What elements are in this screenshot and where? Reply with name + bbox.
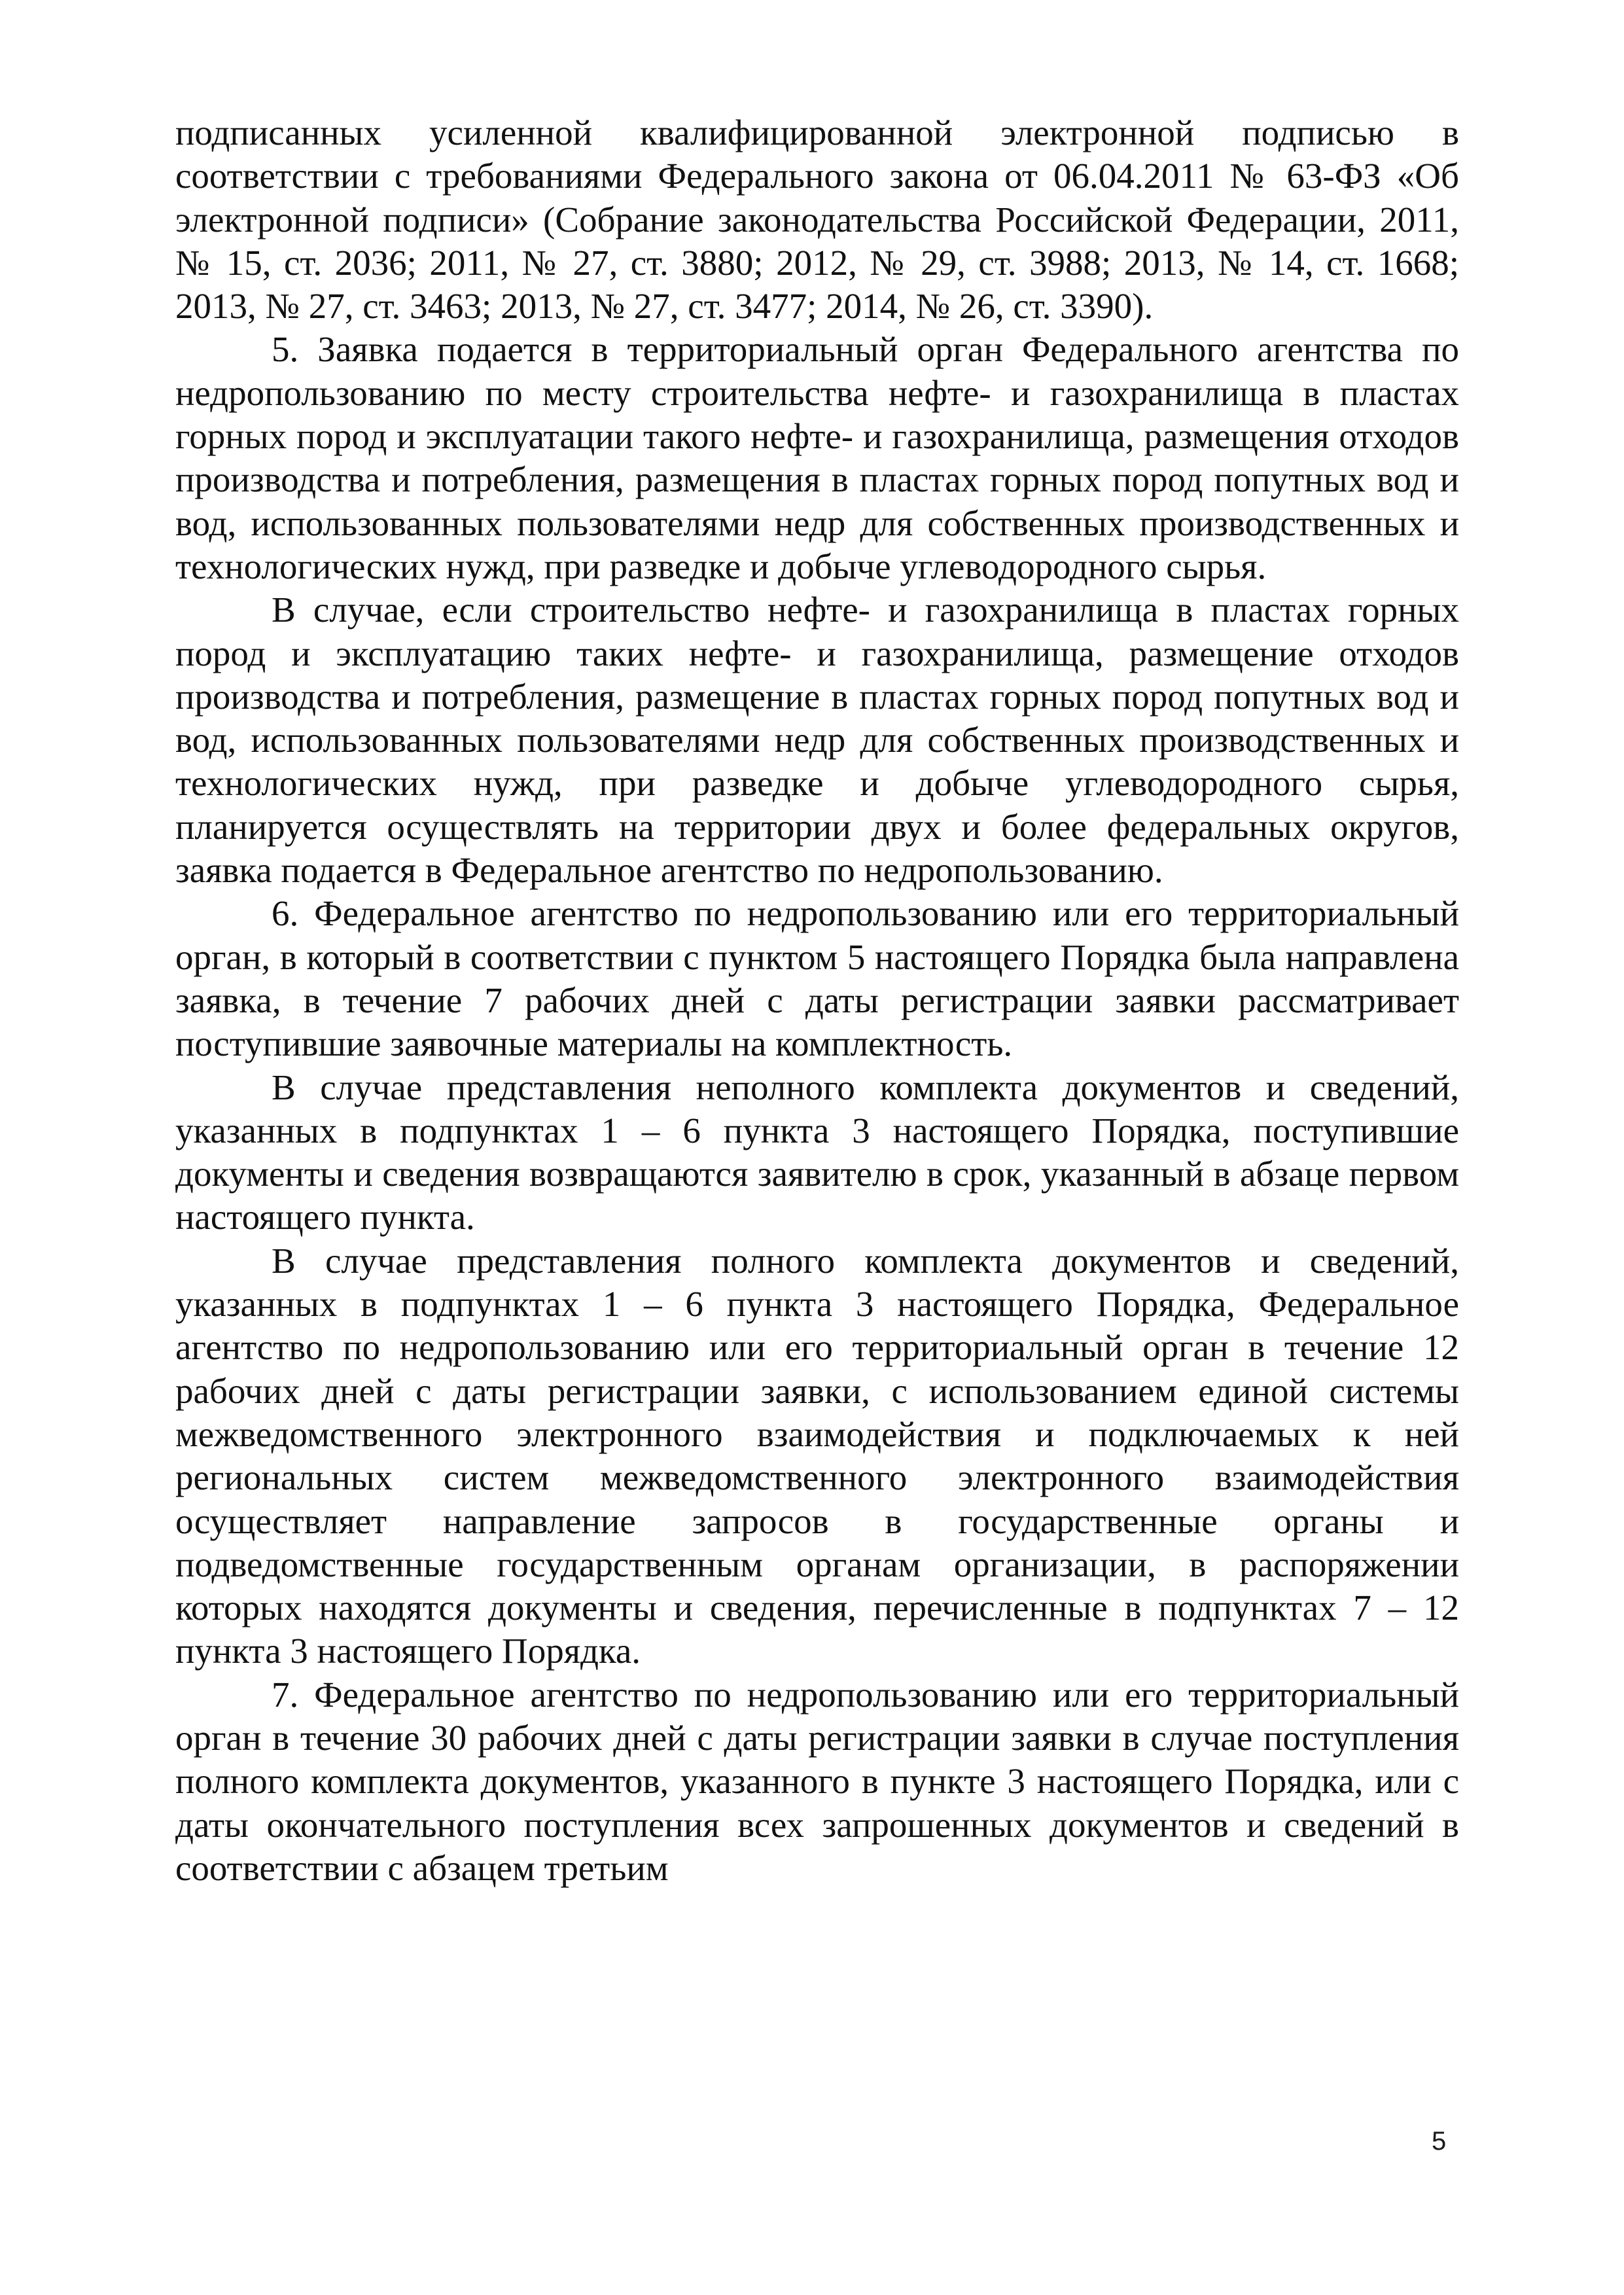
paragraph-continuation: подписанных усиленной квалифицированной электронной подписью в соответствии с требованиями Федерального закона от 06.04.2011 № 63-ФЗ «Об электронной подписи» (Собрание законодательства Российской Федерации, 2011, № 15, ст. 2036; 2011, № 27, ст. 3880; 2012, № 29, ст. 3988; 2013, № 14, ст. 1668; 2013, № 27, ст. 3463; 2013, № 27, ст. 3477; 2014, № 26, ст. 3390).: [175, 113, 1459, 327]
document-body: [175, 111, 1459, 1890]
paragraph-item-5-part-2: В случае, если строительство нефте- и газохранилища в пластах горных пород и эксплуатацию таких нефте- и газохранилища, размещение отходов производства и потребления, размещение в пластах горных пород попутных вод и вод, использованных пользователями недр для собственных производственных и технологических нужд, при разведке и добыче углеводородного сырья, планируется осуществлять на территории двух и более федеральных округов, заявка подается в Федеральное агентство по недропользованию.: [175, 590, 1459, 891]
paragraph-item-6: 6. Федеральное агентство по недропользованию или его территориальный орган, в который в соответствии с пунктом 5 настоящего Порядка была направлена заявка, в течение 7 рабочих дней с даты регистрации заявки рассматривает поступившие заявочные материалы на комплектность.: [175, 893, 1459, 1064]
page-number: 5: [1432, 2127, 1447, 2156]
paragraph-item-6-part-2: В случае представления неполного комплекта документов и сведений, указанных в подпунктах 1 – 6 пункта 3 настоящего Порядка, поступившие документы и сведения возвращаются заявителю в срок, указанный в абзаце первом настоящего пункта.: [175, 1067, 1459, 1237]
paragraph-item-5: 5. Заявка подается в территориальный орган Федерального агентства по недропользованию по месту строительства нефте- и газохранилища в пластах горных пород и эксплуатации такого нефте- и газохранилища, размещения отходов производства и потребления, размещения в пластах горных пород попутных вод и вод, использованных пользователями недр для собственных производственных и технологических нужд, при разведке и добыче углеводородного сырья.: [175, 329, 1459, 586]
paragraph-item-6-part-3: В случае представления полного комплекта документов и сведений, указанных в подпунктах 1 – 6 пункта 3 настоящего Порядка, Федеральное агентство по недропользованию или его территориальный орган в течение 12 рабочих дней с даты регистрации заявки, с использованием единой системы межведомственного электронного взаимодействия и подключаемых к ней региональных систем межведомственного электронного взаимодействия осуществляет направление запросов в государственные органы и подведомственные государственным органам организации, в распоряжении которых находятся документы и сведения, перечисленные в подпунктах 7 – 12 пункта 3 настоящего Порядка.: [175, 1240, 1459, 1671]
paragraph-item-7: 7. Федеральное агентство по недропользованию или его территориальный орган в течение 30 рабочих дней с даты регистрации заявки в случае поступления полного комплекта документов, указанного в пункте 3 настоящего Порядка, или с даты окончательного поступления всех запрошенных документов и сведений в соответствии с абзацем третьим: [175, 1674, 1459, 1888]
